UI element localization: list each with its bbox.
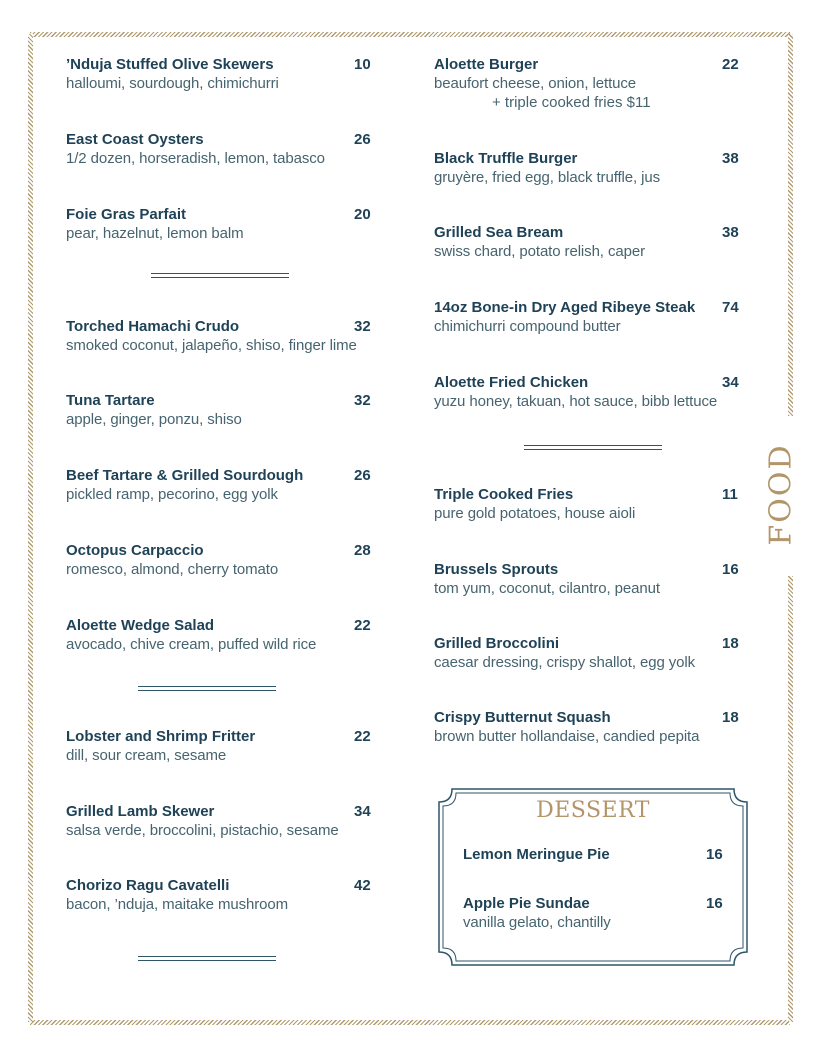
- menu-item: [434, 224, 744, 264]
- border-right-lower: [788, 576, 793, 1022]
- item-description: pickled ramp, pecorino, egg yolk: [66, 486, 278, 503]
- item-name: Brussels Sprouts: [434, 561, 559, 578]
- item-description: dill, sour cream, sesame: [66, 747, 227, 764]
- menu-item: [66, 617, 376, 657]
- item-description: gruyère, fried egg, black truffle, jus: [434, 169, 661, 186]
- item-name: Crispy Butternut Squash: [434, 709, 611, 726]
- item-price: 18: [722, 709, 739, 726]
- item-price: 22: [722, 56, 739, 73]
- menu-item: [434, 150, 744, 190]
- border-top: [30, 32, 790, 37]
- item-description: avocado, chive cream, puffed wild rice: [66, 636, 317, 653]
- menu-item: [434, 561, 744, 601]
- section-label-food: FOOD: [763, 442, 799, 546]
- item-description: bacon, ’nduja, maitake mushroom: [66, 896, 289, 913]
- item-name: East Coast Oysters: [66, 131, 204, 148]
- item-name: Tuna Tartare: [66, 392, 155, 409]
- item-name: Aloette Burger: [434, 56, 539, 73]
- item-description: pure gold potatoes, house aioli: [434, 505, 636, 522]
- menu-item: [66, 728, 376, 768]
- item-addon: + triple cooked fries $11: [492, 94, 651, 111]
- item-price: 28: [354, 542, 371, 559]
- menu-item: [66, 392, 376, 432]
- item-price: 11: [722, 486, 738, 503]
- item-description: pear, hazelnut, lemon balm: [66, 225, 244, 242]
- item-description: halloumi, sourdough, chimichurri: [66, 75, 279, 92]
- item-name: 14oz Bone-in Dry Aged Ribeye Steak: [434, 299, 696, 316]
- item-name: Black Truffle Burger: [434, 150, 578, 167]
- item-description: 1/2 dozen, horseradish, lemon, tabasco: [66, 150, 325, 167]
- item-name: Foie Gras Parfait: [66, 206, 187, 223]
- item-description: tom yum, coconut, cilantro, peanut: [434, 580, 660, 597]
- section-divider: [524, 445, 662, 450]
- item-price: 18: [722, 635, 739, 652]
- item-description: romesco, almond, cherry tomato: [66, 561, 279, 578]
- item-name: Grilled Lamb Skewer: [66, 803, 215, 820]
- border-bottom: [30, 1020, 790, 1025]
- menu-item: [66, 56, 376, 96]
- item-price: 22: [354, 728, 371, 745]
- item-name: Grilled Broccolini: [434, 635, 560, 652]
- menu-item: [463, 895, 733, 935]
- item-price: 32: [354, 392, 371, 409]
- menu-item: [66, 467, 376, 507]
- item-price: 20: [354, 206, 371, 223]
- item-description: yuzu honey, takuan, hot sauce, bibb lettuce: [434, 393, 718, 410]
- item-price: 16: [706, 846, 723, 863]
- item-price: 22: [354, 617, 371, 634]
- item-description: brown butter hollandaise, candied pepita: [434, 728, 700, 745]
- menu-item: [66, 877, 376, 917]
- item-name: Octopus Carpaccio: [66, 542, 204, 559]
- item-description: caesar dressing, crispy shallot, egg yolk: [434, 654, 696, 671]
- menu-item: [66, 206, 376, 246]
- menu-item: [463, 846, 733, 868]
- item-price: 42: [354, 877, 371, 894]
- item-description: vanilla gelato, chantilly: [463, 914, 611, 931]
- item-price: 32: [354, 318, 371, 335]
- item-price: 26: [354, 467, 371, 484]
- item-description: smoked coconut, jalapeño, shiso, finger lime: [66, 337, 357, 354]
- border-left: [28, 34, 33, 1022]
- item-name: Beef Tartare & Grilled Sourdough: [66, 467, 304, 484]
- menu-item: [434, 486, 744, 526]
- item-name: Aloette Wedge Salad: [66, 617, 215, 634]
- border-right-upper: [788, 34, 793, 416]
- dessert-title: DESSERT: [536, 798, 650, 823]
- item-price: 10: [354, 56, 371, 73]
- item-price: 38: [722, 224, 739, 241]
- menu-item: [434, 709, 744, 749]
- item-name: Triple Cooked Fries: [434, 486, 574, 503]
- item-description: beaufort cheese, onion, lettuce: [434, 75, 637, 92]
- menu-item: [434, 635, 744, 675]
- item-name: Lemon Meringue Pie: [463, 846, 610, 863]
- section-divider: [138, 686, 276, 691]
- item-name: Aloette Fried Chicken: [434, 374, 589, 391]
- item-name: Lobster and Shrimp Fritter: [66, 728, 256, 745]
- menu-item: [66, 803, 376, 843]
- menu-item: [434, 374, 744, 414]
- item-price: 16: [706, 895, 723, 912]
- item-description: chimichurri compound butter: [434, 318, 621, 335]
- item-price: 34: [722, 374, 739, 391]
- item-name: Grilled Sea Bream: [434, 224, 564, 241]
- menu-item: [66, 131, 376, 171]
- item-name: Apple Pie Sundae: [463, 895, 590, 912]
- item-price: 16: [722, 561, 739, 578]
- section-divider: [138, 956, 276, 961]
- item-name: Chorizo Ragu Cavatelli: [66, 877, 230, 894]
- item-name: ’Nduja Stuffed Olive Skewers: [66, 56, 274, 73]
- item-price: 38: [722, 150, 739, 167]
- item-description: swiss chard, potato relish, caper: [434, 243, 645, 260]
- section-divider: [151, 273, 289, 278]
- menu-item: [66, 542, 376, 582]
- item-description: salsa verde, broccolini, pistachio, sesame: [66, 822, 339, 839]
- item-description: apple, ginger, ponzu, shiso: [66, 411, 242, 428]
- item-name: Torched Hamachi Crudo: [66, 318, 240, 335]
- menu-item: [66, 318, 376, 358]
- item-price: 34: [354, 803, 371, 820]
- item-price: 26: [354, 131, 371, 148]
- menu-item: [434, 299, 744, 339]
- menu-item: [434, 56, 744, 114]
- item-price: 74: [722, 299, 739, 316]
